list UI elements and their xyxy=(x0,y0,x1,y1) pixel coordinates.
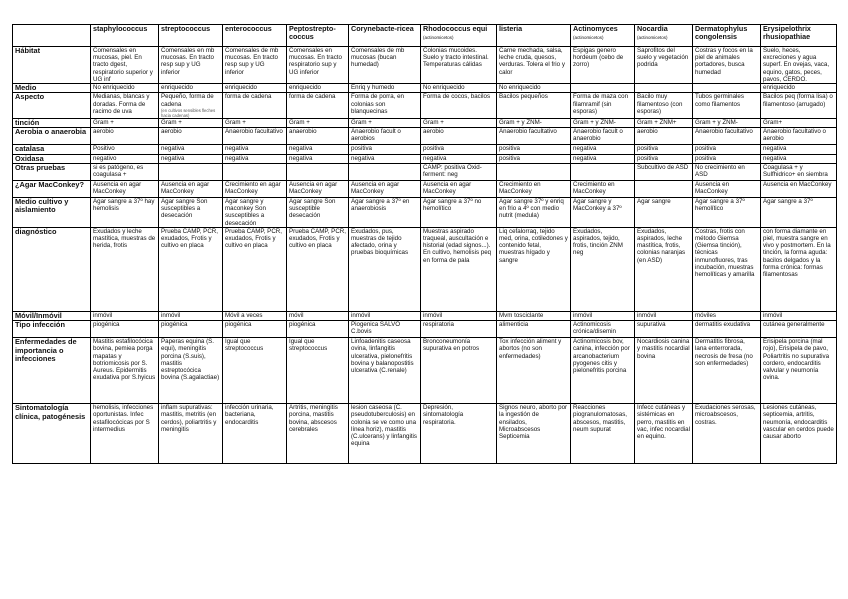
column-header xyxy=(91,25,159,47)
table-cell: lesion caseosa (C. pseudotuberculosis) en colonia se ve como una línea horiz), mastitis (C.ulcerans) y linfangitis equina xyxy=(349,404,421,464)
table-cell: cutánea generalmente xyxy=(761,321,837,338)
row-header: catalasa xyxy=(13,145,91,154)
table-cell: Comensales en mb mucosas. En tracto resp sup y UG inferior xyxy=(159,47,223,84)
column-header-name: streptococcus xyxy=(161,24,211,33)
table-row xyxy=(13,404,837,464)
column-header-name: Rhodococcus equi xyxy=(423,24,488,33)
table-cell: Mvm tosciclante xyxy=(497,311,571,320)
table-row xyxy=(13,227,837,311)
table-cell: Reacciones piogranulomatosas, abscesos, mastitis, neum supurat xyxy=(571,404,635,464)
column-header xyxy=(497,25,571,47)
table-row xyxy=(13,93,837,118)
table-cell: Mastitis estafilocócica bovina, pemiea porga mapatas y botriomicosis por S. Aureus. Epidermitis exudativa por S.hyicus xyxy=(91,338,159,404)
table-cell: anaerobio xyxy=(287,128,349,145)
table-row xyxy=(13,128,837,145)
table-cell: Bacilos pequeños xyxy=(497,93,571,118)
table-cell: inmóvil xyxy=(571,311,635,320)
table-cell: Crecimiento en MacConkey xyxy=(571,181,635,198)
table-cell: positiva xyxy=(635,154,693,163)
table-cell: Comensales de mb mucosas (bucan humedad) xyxy=(349,47,421,84)
table-cell: Costras, frotis con método Giemsa (Giemsa tinción), técnicas inmunofluores, tras incubación, muestras hemolíticas y amarilla xyxy=(693,227,761,311)
table-cell: inmóvil xyxy=(421,311,497,320)
table-cell: Positivo xyxy=(91,145,159,154)
table-cell xyxy=(497,164,571,181)
corner-cell xyxy=(13,25,91,47)
table-cell: negativo xyxy=(91,154,159,163)
column-header xyxy=(159,25,223,47)
column-header xyxy=(571,25,635,47)
table-cell: positiva xyxy=(349,145,421,154)
table-cell: Comensales en mucosas. En tracto respiratorio sup y UG inferior xyxy=(287,47,349,84)
table-cell: Prueba CAMP, PCR, exudados, Frotis y cultivo en placa xyxy=(287,227,349,311)
table-cell: inmóvil xyxy=(349,311,421,320)
column-header-name: staphylococcus xyxy=(93,24,148,33)
table-cell: negativa xyxy=(287,154,349,163)
row-header: Aspecto xyxy=(13,93,91,118)
table-cell xyxy=(287,164,349,181)
table-cell: Exudados, pus, muestras de tejido afectado, orina y pruebas bioquímicas xyxy=(349,227,421,311)
table-cell: Bronconeumonía supurativa en potros xyxy=(421,338,497,404)
table-cell: móvil xyxy=(287,311,349,320)
table-cell: Igual que streptococcus xyxy=(223,338,287,404)
table-cell: inflam supurativas: mastitis, metritis (en cerdos), poliartritis y meningitis xyxy=(159,404,223,464)
table-cell: Signos neuro, aborto por la ingestión de ensilados, Microabscesos Septicemia xyxy=(497,404,571,464)
table-cell: Exudados, aspirados, tejido, frotis, tinción ZNM neg xyxy=(571,227,635,311)
table-cell: Forma de porra, en colonias son blanquecinas xyxy=(349,93,421,118)
table-cell: Anaerobio facultativo xyxy=(497,128,571,145)
column-header xyxy=(761,25,837,47)
table-cell: piogénica xyxy=(287,321,349,338)
table-cell: Gram + y ZNM- xyxy=(497,118,571,127)
table-cell: positiva xyxy=(693,154,761,163)
table-cell: Prueba CAMP, PCR, exudados, Frotis y cultivo en placa xyxy=(159,227,223,311)
table-cell: Anaerobio facultativo o aerobio xyxy=(761,128,837,145)
table-cell: Erisipela porcina (mal rojo), Erisipela de pavo, Poliartritis no supurativa cordero, endocarditis valvular y neumonía ovina. xyxy=(761,338,837,404)
table-cell: forma de cadena xyxy=(223,93,287,118)
row-header: tinción xyxy=(13,118,91,127)
table-cell: Subcultivo de ASD xyxy=(635,164,693,181)
table-cell: Agar sangre Son susceptibles a desecación xyxy=(159,198,223,228)
column-header-sub: (actinomicetos) xyxy=(423,35,454,40)
column-header-name: Dermatophylus congolensis xyxy=(695,24,748,41)
table-cell: piogénica xyxy=(159,321,223,338)
table-cell: Artritis, meningitis porcina, mastitis bovina, abscesos cerebrales xyxy=(287,404,349,464)
cell-note: (en cultivos sensibles fleches hacia cadenas) xyxy=(161,107,216,118)
table-row xyxy=(13,181,837,198)
row-header: Hábitat xyxy=(13,47,91,84)
table-cell: Agar sangre y MacConkey a 37º xyxy=(571,198,635,228)
table-cell: Carne mechada, salsa, leche cruda, quesos, verduras. Tolera el frio y calor xyxy=(497,47,571,84)
table-row xyxy=(13,164,837,181)
table-row xyxy=(13,118,837,127)
table-cell: Gram + y ZNM- xyxy=(693,118,761,127)
table-cell: positiva xyxy=(421,145,497,154)
table-cell: Infecc cutáneas y sistémicas en perro, mastitis en vac, infec nocardial en equino. xyxy=(635,404,693,464)
table-cell: Depresión, sintomatología respiratoria. xyxy=(421,404,497,464)
table-cell: Coagulasa + y Sulfhidrico+ en siembra xyxy=(761,164,837,181)
row-header: Oxidasa xyxy=(13,154,91,163)
table-row xyxy=(13,321,837,338)
table-cell: forma de cadena xyxy=(287,93,349,118)
row-header: ¿Agar MacConkey? xyxy=(13,181,91,198)
row-header: Otras pruebas xyxy=(13,164,91,181)
table-cell: CAMP: positiva Oxid-ferment: neg xyxy=(421,164,497,181)
column-header-sub: (actinomicetos) xyxy=(637,35,668,40)
table-cell: infección urinaria, bacteriana, endocarditis xyxy=(223,404,287,464)
table-cell: Paperas equina (S. equi), meningitis porcina (S.suis), mastitis estreptocócica bovina (S.agalactiae) xyxy=(159,338,223,404)
column-header-name: enterococcus xyxy=(225,24,272,33)
table-cell: piogénica xyxy=(91,321,159,338)
table-cell: Gram + xyxy=(223,118,287,127)
table-cell: Ausencia en MacConkey xyxy=(693,181,761,198)
table-cell: Costras y focos en la piel de animales portadores, busca humedad xyxy=(693,47,761,84)
table-cell: Dermatitis fibrosa, lana enterrorada, necrosis de fresa (no son enfermedades) xyxy=(693,338,761,404)
table-cell: Ausencia en agar MacConkey xyxy=(159,181,223,198)
table-cell: Crecimiento en MacConkey xyxy=(497,181,571,198)
table-cell: inmóvil xyxy=(761,311,837,320)
table-cell: No enriquecido xyxy=(421,84,497,93)
row-header: diagnóstico xyxy=(13,227,91,311)
table-cell: Colonias mucoides. Suelo y tracto intestinal. Temperaturas cálidas xyxy=(421,47,497,84)
table-cell: Gram + xyxy=(159,118,223,127)
table-cell: Anaerobio facult o aerobios xyxy=(349,128,421,145)
row-header: Móvil/Inmóvil xyxy=(13,311,91,320)
table-row xyxy=(13,338,837,404)
bacteria-comparison-table xyxy=(12,24,837,464)
column-header-name: Corynebacte-ricea xyxy=(351,24,414,33)
table-cell: supurativa xyxy=(635,321,693,338)
table-cell: dermatitis exudativa xyxy=(693,321,761,338)
column-header-sub: (actinomicetos) xyxy=(573,35,604,40)
column-header-name: Nocardia xyxy=(637,24,668,33)
table-cell: Agar sangre a 37º xyxy=(761,198,837,228)
table-cell: Gram + xyxy=(91,118,159,127)
table-cell: Tubos germinales como filamentos xyxy=(693,93,761,118)
table-cell: enriquecido xyxy=(761,84,837,93)
column-header xyxy=(421,25,497,47)
table-cell: Exudados, aspirados, leche mastítica, frotis, colonias naranjas (en ASD) xyxy=(635,227,693,311)
table-cell: Gram + xyxy=(349,118,421,127)
table-cell: enriquecido xyxy=(223,84,287,93)
table-cell: Nocardiosis canina y mastitis nocardial bovina xyxy=(635,338,693,404)
column-header-name: Actinomyces xyxy=(573,24,618,33)
table-cell: negativa xyxy=(159,145,223,154)
table-cell: aerobio xyxy=(159,128,223,145)
table-cell: Suelo, heces, excreciones y agua superf. En ovejas, vaca, equino, gatos, peces, pavos, CERDO. xyxy=(761,47,837,84)
table-cell: Gram + ZNM+ xyxy=(635,118,693,127)
table-cell: positiva xyxy=(635,145,693,154)
table-cell: Gram+ xyxy=(761,118,837,127)
table-cell: enriquecido xyxy=(159,84,223,93)
row-header: Aerobia o anaerobia xyxy=(13,128,91,145)
table-cell: negativa xyxy=(223,145,287,154)
table-cell xyxy=(223,164,287,181)
table-cell: negativa xyxy=(421,154,497,163)
table-cell: Exudados y leche mastítica, muestras de herida, frotis xyxy=(91,227,159,311)
table-cell: inmóvil xyxy=(159,311,223,320)
column-header xyxy=(287,25,349,47)
table-cell xyxy=(571,84,635,93)
table-cell: Agar sangre 37º y enriq en frio a 4º con medio nutrit (medula) xyxy=(497,198,571,228)
table-cell: aerobio xyxy=(635,128,693,145)
table-cell: Agar sangre xyxy=(635,198,693,228)
table-cell: móviles xyxy=(693,311,761,320)
table-cell: No enriquecido xyxy=(497,84,571,93)
table-row xyxy=(13,47,837,84)
table-cell: Agar sangre a 37º no hemolítico xyxy=(421,198,497,228)
column-header xyxy=(349,25,421,47)
table-cell: Linfoadenitis caseosa ovina, linfangitis ulcerativa, pielonefritis bovina y balanopostitis ulcerativa (C.renale) xyxy=(349,338,421,404)
table-cell xyxy=(635,181,693,198)
column-header-name: Erysipelothrix rhusiopathiae xyxy=(763,24,811,41)
table-cell: Liq cefalorraq, tejido med, orina, cotiledones y contenido fetal, muestras hígado y sangre xyxy=(497,227,571,311)
table-cell: negativa xyxy=(287,145,349,154)
row-header: Medio cultivo y aislamiento xyxy=(13,198,91,228)
table-cell: Gram + xyxy=(421,118,497,127)
table-cell: Medianas, blancas y doradas. Forma de racimo de uva xyxy=(91,93,159,118)
table-cell xyxy=(159,93,223,118)
table-cell: Anaerobio facultativo xyxy=(223,128,287,145)
table-cell: Gram + xyxy=(287,118,349,127)
table-row xyxy=(13,198,837,228)
column-header-name: Peptostrepto-coccus xyxy=(289,24,336,41)
table-cell: negativa xyxy=(571,154,635,163)
table-cell: piogénica xyxy=(223,321,287,338)
table-cell: negativa xyxy=(349,154,421,163)
table-cell: Igual que streptococcus xyxy=(287,338,349,404)
table-cell xyxy=(349,164,421,181)
table-cell: Bacilos peq (forma lisa) o filamentoso (arrugado) xyxy=(761,93,837,118)
table-cell: inmóvil xyxy=(635,311,693,320)
table-cell: Agar sangre a 37º hemolítico xyxy=(693,198,761,228)
table-row xyxy=(13,84,837,93)
table-cell: con forma diamante en piel, muestra sangre en vivo y postmortem. En la tinción, la forma aguda: bacilos delgados y la forma crónica: formas filamentosas xyxy=(761,227,837,311)
row-header: Tipo infección xyxy=(13,321,91,338)
table-cell: enriquecido xyxy=(287,84,349,93)
table-cell: No crecimiento en ASD xyxy=(693,164,761,181)
comparison-sheet xyxy=(12,24,836,464)
table-cell: Piogenica SALVO C.bovis xyxy=(349,321,421,338)
table-cell: inmóvil xyxy=(91,311,159,320)
table-cell: hemolisis, infecciones oportunistas. Infec estafilocócicas por S intermedius xyxy=(91,404,159,464)
table-cell: si es patógeno, es coagulasa + xyxy=(91,164,159,181)
table-cell: Comensales en mucosas, piel. En tracto dgest, respiratorio superior y UG inf xyxy=(91,47,159,84)
table-cell: Prueba CAMP, PCR, exudados, Frotis y cultivo en placa xyxy=(223,227,287,311)
table-cell: Actinomicosis crónica/disemin xyxy=(571,321,635,338)
table-cell: No enriquecido xyxy=(91,84,159,93)
table-row xyxy=(13,154,837,163)
table-cell: Forma de maza con filamramif (sin esporas) xyxy=(571,93,635,118)
table-cell: Ausencia en MacConkey xyxy=(761,181,837,198)
table-cell: Agar sangre Son susceptible desecación xyxy=(287,198,349,228)
table-cell: Forma de cocos, bacilos xyxy=(421,93,497,118)
table-cell: Ausencia en agar MacConkey xyxy=(287,181,349,198)
table-cell xyxy=(159,164,223,181)
table-row xyxy=(13,145,837,154)
table-cell: Bacilo muy filamentoso (con esporas) xyxy=(635,93,693,118)
table-cell: Muestras aspirado traqueal, auscultación e historial (edad signos...). En cultivo, hemolisis peq en forma de pala xyxy=(421,227,497,311)
table-cell: Agar sangre a 37º hay hemolisis xyxy=(91,198,159,228)
table-cell: Agar sangre y maconkey Son susceptibles a desecación xyxy=(223,198,287,228)
table-cell: Exudaciones serosas, microabscesos, costras. xyxy=(693,404,761,464)
table-cell: Actinomicosis bov, canina, infección por arcanobacterium pyogenes citis y pielonefritis porcina xyxy=(571,338,635,404)
table-cell: respiratoria xyxy=(421,321,497,338)
table-cell: negativa xyxy=(761,145,837,154)
table-cell: positiva xyxy=(497,154,571,163)
table-row xyxy=(13,311,837,320)
table-cell: Ausencia en agar MacConkey xyxy=(349,181,421,198)
column-header-name: listeria xyxy=(499,24,523,33)
column-header xyxy=(635,25,693,47)
row-header: Medio xyxy=(13,84,91,93)
table-cell: negativa xyxy=(159,154,223,163)
table-cell: Ausencia en agar MacConkey xyxy=(91,181,159,198)
row-header: Sintomatología clínica, patogénesis xyxy=(13,404,91,464)
table-cell: aerobio xyxy=(421,128,497,145)
column-header xyxy=(693,25,761,47)
table-cell: Gram + y ZNM- xyxy=(571,118,635,127)
table-cell: Crecimiento en agar MacConkey xyxy=(223,181,287,198)
cell-text: Pequeño, forma de cadena xyxy=(161,93,214,108)
table-cell: Espigas genero hordeum (cebo de zorro) xyxy=(571,47,635,84)
table-cell: Móvil a veces xyxy=(223,311,287,320)
column-header xyxy=(223,25,287,47)
table-cell: Anaerobio facult o anaerobio xyxy=(571,128,635,145)
row-header: Enfermedades de importancia o infecciones xyxy=(13,338,91,404)
table-cell: negativa xyxy=(223,154,287,163)
table-cell: Comensales de mb mucosas. En tracto resp sup y UG inferior xyxy=(223,47,287,84)
table-cell: alimenticia xyxy=(497,321,571,338)
table-cell: Enriq y humedo xyxy=(349,84,421,93)
table-cell xyxy=(635,84,693,93)
table-cell: aerobio xyxy=(91,128,159,145)
table-cell xyxy=(693,84,761,93)
table-cell: Ausencia en agar MacConkey xyxy=(421,181,497,198)
table-cell: negativa xyxy=(761,154,837,163)
table-cell: Saprofitos del suelo y vegetación podrida xyxy=(635,47,693,84)
table-cell: Lesiones cutáneas, septicemia, artritis, neumonía, endocarditis vascular en cerdos puede causar aborto xyxy=(761,404,837,464)
table-cell: Anaerobio facultativo xyxy=(693,128,761,145)
table-cell: negativa xyxy=(571,145,635,154)
table-cell xyxy=(571,164,635,181)
table-cell: positiva xyxy=(497,145,571,154)
table-cell: Agar sangre a 37º en anaerobiosis xyxy=(349,198,421,228)
table-cell: Tox infección aliment y abortos (no son enfermedades) xyxy=(497,338,571,404)
table-cell: positiva xyxy=(693,145,761,154)
header-row xyxy=(13,25,837,47)
